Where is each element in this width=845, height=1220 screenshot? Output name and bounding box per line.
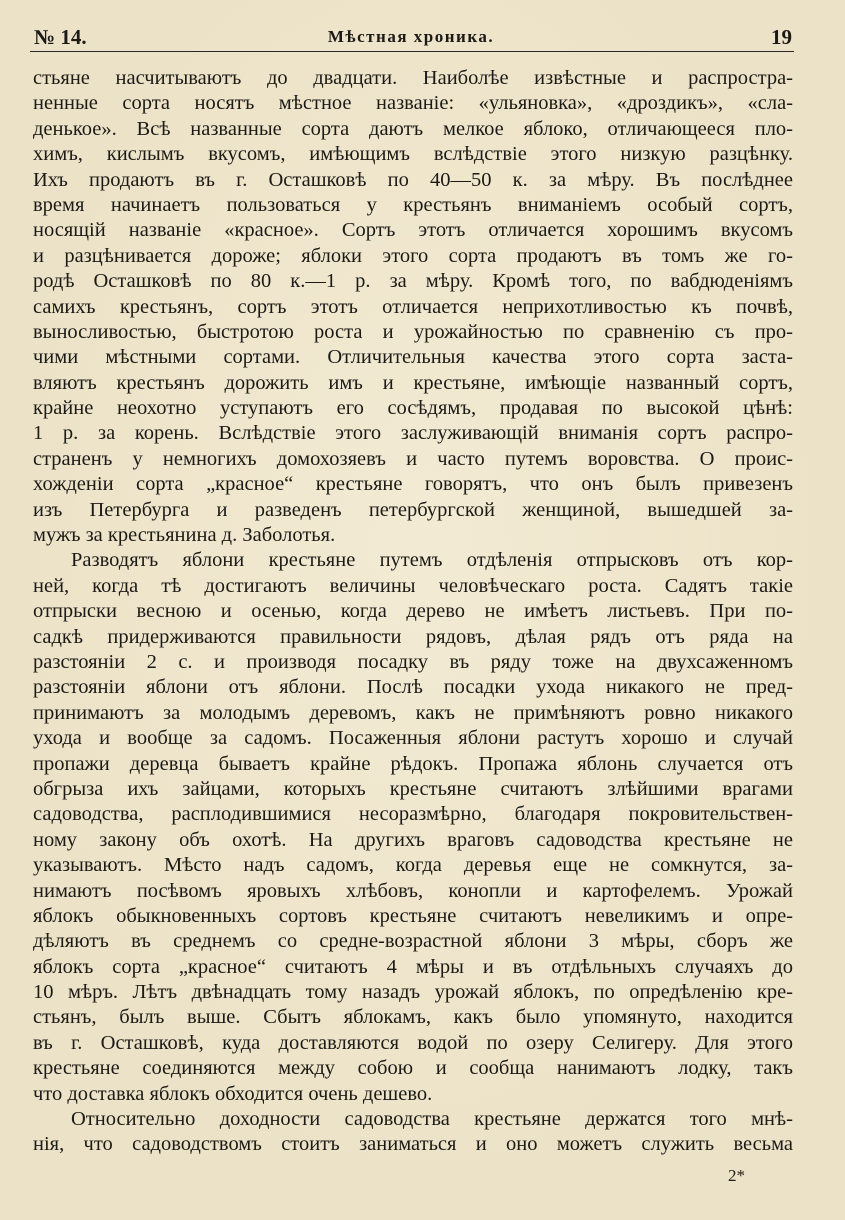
text-line: 1 р. за корень. Вслѣдствіе этого заслуживающій вниманія сортъ распро- (33, 422, 793, 445)
text-line: яблокъ обыкновенныхъ сортовъ крестьяне считаютъ невеликимъ и опре- (33, 904, 793, 927)
text-line: Относительно доходности садоводства крестьяне держатся того мнѣ- (71, 1108, 793, 1131)
text-line: химъ, кислымъ вкусомъ, имѣющимъ вслѣдствіе этого низкую разцѣнку. (33, 143, 793, 166)
text-line: изъ Петербурга и разведенъ петербургской женщиной, вышедшей за- (33, 498, 793, 521)
text-line: ухода и вообще за садомъ. Посаженныя яблони растутъ хорошо и случай (33, 727, 793, 750)
text-line: Ихъ продаютъ въ г. Осташковѣ по 40—50 к. за мѣру. Въ послѣднее (33, 168, 793, 191)
text-line: страненъ у немногихъ домохозяевъ и часто путемъ воровства. О проис- (33, 447, 793, 470)
text-line: ней, когда тѣ достигаютъ величины человѣческаго роста. Садятъ такіе (33, 574, 793, 597)
text-line: стьяне насчитываютъ до двадцати. Наиболѣе извѣстные и распростра- (33, 67, 793, 89)
text-line: въ г. Осташковѣ, куда доставляются водой по озеру Селигеру. Для этого (33, 1031, 793, 1054)
text-line: самихъ крестьянъ, сортъ этотъ отличается неприхотливостью къ почвѣ, (33, 295, 793, 318)
text-line: крайне неохотно уступаютъ его сосѣдямъ, продавая по высокой цѣнѣ: (33, 397, 793, 420)
text-line: разстояніи 2 с. и производя посадку въ ряду тоже на двухсаженномъ (33, 650, 793, 673)
text-line: 10 мѣръ. Лѣтъ двѣнадцать тому назадъ урожай яблокъ, по опредѣленію кре- (33, 981, 793, 1004)
text-line: время начинаетъ пользоваться у крестьянъ вниманіемъ особый сортъ, (33, 193, 793, 216)
text-line: дѣляютъ въ среднемъ со средне-возрастной яблони 3 мѣры, сборъ же (33, 930, 793, 953)
page-number: 19 (771, 25, 792, 49)
text-line: принимаютъ за молодымъ деревомъ, какъ не примѣняютъ ровно никакого (33, 701, 793, 724)
text-line: стьянъ, былъ выше. Сбытъ яблокамъ, какъ было упомянуто, находится (33, 1006, 793, 1029)
text-line: денькое». Всѣ названные сорта даютъ мелкое яблоко, отличающееся пло- (33, 117, 793, 140)
text-line: вляютъ крестьянъ дорожить имъ и крестьяне, имѣющіе названный сортъ, (33, 371, 793, 394)
text-line: садкѣ придерживаются правильности рядовъ, дѣлая рядъ отъ ряда на (33, 625, 793, 648)
text-line: и разцѣнивается дороже; яблоки этого сорта продаютъ въ томъ же го- (33, 244, 793, 267)
text-line: яблокъ сорта „красное“ считаютъ 4 мѣры и въ отдѣльныхъ случаяхъ до (33, 955, 793, 978)
text-line: Разводятъ яблони крестьяне путемъ отдѣленія отпрысковъ отъ кор- (71, 549, 793, 572)
section-title: Мѣстная хроника. (327, 27, 495, 46)
text-line: выносливостью, быстротою роста и урожайностью по сравненію съ про- (33, 320, 793, 343)
text-line: чими мѣстными сортами. Отличительныя качества этого сорта заста- (33, 346, 793, 369)
text-line: носящій названіе «красное». Сортъ этотъ отличается хорошимъ вкусомъ (33, 219, 793, 242)
text-line: мужъ за крестьянина д. Заболотья. (33, 524, 336, 547)
issue-number: № 14. (34, 25, 87, 49)
text-line: обгрыза ихъ зайцами, которыхъ крестьяне считаютъ злѣйшими врагами (33, 777, 793, 800)
running-header (30, 22, 792, 52)
text-line: что доставка яблокъ обходится очень дешево. (33, 1082, 433, 1105)
text-line: нія, что садоводствомъ стоитъ заниматься и оно можетъ служить весьма (33, 1133, 793, 1156)
text-line: указываютъ. Мѣсто надъ садомъ, когда деревья еще не сомкнутся, за- (33, 854, 793, 877)
body-text (33, 66, 793, 1158)
text-line: пропажи деревца бываетъ крайне рѣдокъ. Пропажа яблонь случается отъ (33, 752, 793, 775)
text-line: отпрыски весною и осенью, когда дерево не имѣетъ листьевъ. При по- (33, 600, 793, 623)
text-line: ному закону объ охотѣ. На другихъ враговъ садоводства крестьяне не (33, 828, 793, 851)
text-line: ненные сорта носятъ мѣстное названіе: «ульяновка», «дроздикъ», «сла- (33, 92, 793, 115)
text-line: нимаютъ посѣвомъ яровыхъ хлѣбовъ, конопли и картофелемъ. Урожай (33, 879, 793, 902)
text-line: садоводства, расплодившимися несоразмѣрно, благодаря покровительствен- (33, 803, 793, 826)
header-rule (30, 51, 794, 52)
text-line: крестьяне соединяются между собою и сообща нанимаютъ лодку, такъ (33, 1057, 793, 1080)
text-line: разстояніи яблони отъ яблони. Послѣ посадки ухода никакого не пред- (33, 676, 793, 699)
signature-mark: 2* (728, 1166, 745, 1185)
text-line: хожденіи сорта „красное“ крестьяне говорятъ, что онъ былъ привезенъ (33, 473, 793, 496)
text-line: родѣ Осташковѣ по 80 к.—1 р. за мѣру. Кромѣ того, по вабдюденіямъ (33, 270, 793, 293)
